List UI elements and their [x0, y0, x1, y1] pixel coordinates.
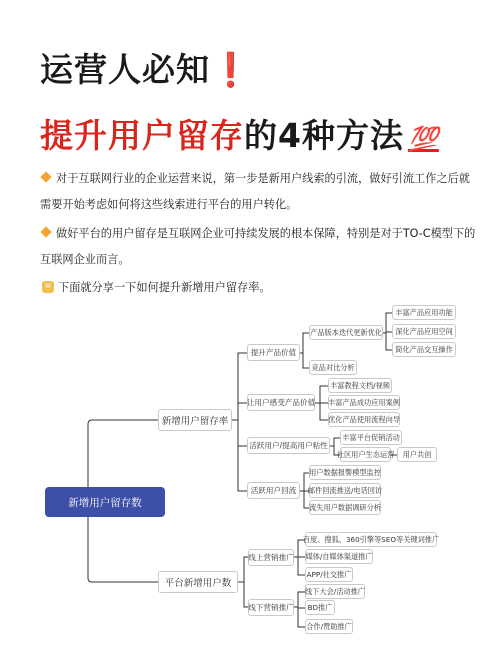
leaf: BD推广	[305, 600, 335, 615]
node-stickiness: 活跃用户/提高用户粘性	[247, 437, 330, 454]
mindmap-root: 新增用户留存数	[45, 487, 165, 517]
leaf: 丰富产品应用功能	[392, 305, 456, 320]
leaf: 流失用户数据调研分析	[309, 500, 381, 515]
leaf: 媒体/自媒体渠道推广	[305, 549, 373, 564]
leaf: 合作/赞助推广	[305, 619, 353, 634]
title-rest: 的4种方法	[244, 116, 404, 155]
branch-new-users: 平台新增用户数	[158, 571, 238, 593]
node-feel-value: 让用户感受产品价值	[247, 394, 315, 411]
title-line-1-text: 运营人必知	[40, 50, 210, 89]
node-iteration: 产品版本迭代更新优化	[309, 325, 383, 340]
leaf: 简化产品交互操作	[392, 342, 456, 357]
leaf: APP/社交推广	[305, 567, 353, 582]
hundred-points-icon: 💯	[407, 125, 439, 153]
leaf: 用户数据报警模型监控	[309, 465, 381, 480]
node-online: 线上营销推广	[248, 549, 294, 566]
leaf: 线下大会/活动推广	[305, 584, 365, 599]
leaf: 丰富平台促销活动	[340, 430, 402, 445]
node-improve-value: 提升产品价值	[247, 344, 300, 361]
exclamation-icon: ❗	[210, 50, 253, 89]
leaf: 邮件回流推送/电话回访	[309, 483, 381, 498]
leaf: 深化产品应用空间	[392, 324, 456, 339]
paragraph-2-text: 做好平台的用户留存是互联网企业可持续发展的根本保障，特别是对于TO-C模型下的互联网企业而言。	[40, 227, 476, 266]
paragraph-3-text: 下面就分享一下如何提升新增用户留存率。	[58, 281, 271, 294]
leaf-co-creation: 用户共创	[397, 447, 437, 462]
leaf: 社区用户生态运营	[340, 447, 391, 462]
leaf: 优化产品使用流程向导	[328, 412, 400, 427]
branch-retention-rate: 新增用户留存率	[158, 409, 232, 431]
paragraph-1-text: 对于互联网行业的企业运营来说，第一步是新用户线索的引流，做好引流工作之后就需要开始考虑如何将这些线索进行平台的用户转化。	[40, 172, 470, 211]
node-competitor: 竞品对比分析	[309, 360, 357, 375]
leaf: 丰富产品成功应用案例	[328, 395, 400, 410]
leaf: 百度、搜狐、360引擎等SEO等关键词推广	[305, 532, 437, 547]
node-offline: 线下营销推广	[248, 599, 294, 616]
leaf: 丰富教程文档/视频	[328, 378, 392, 393]
node-reflow: 活跃用户回流	[247, 482, 300, 499]
title-highlight: 提升用户留存	[40, 116, 244, 155]
